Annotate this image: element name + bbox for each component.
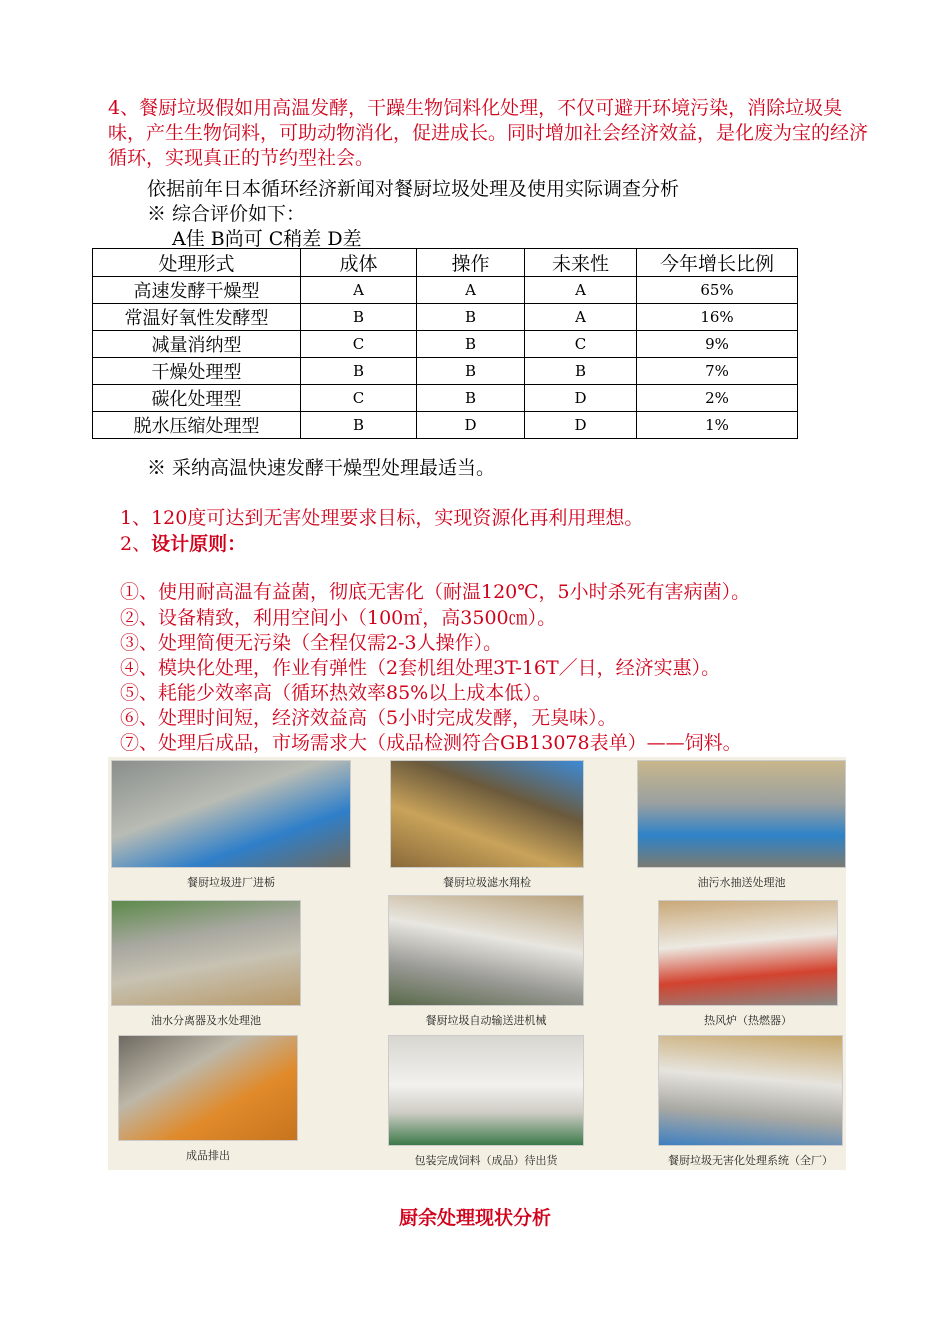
photo-image <box>111 760 351 868</box>
principle-item: ③、处理简便无污染（全程仅需2-3人操作）。 <box>120 632 503 654</box>
photo-tile <box>390 760 584 892</box>
photo-tile <box>111 900 301 1030</box>
table-cell: A <box>417 277 525 304</box>
table-header: 今年增长比例 <box>637 249 798 277</box>
table-row <box>93 331 798 358</box>
table-cell: 碳化处理型 <box>93 385 301 412</box>
table-row <box>93 304 798 331</box>
table-cell: A <box>525 304 637 331</box>
table-header: 未来性 <box>525 249 637 277</box>
photo-caption: 热风炉（热燃器） <box>704 1014 792 1027</box>
table-cell: D <box>525 385 637 412</box>
photo-image <box>390 760 584 868</box>
point-2 <box>120 532 246 556</box>
table-cell: D <box>525 412 637 439</box>
photo-tile <box>118 1035 298 1165</box>
photo-tile <box>658 1035 843 1170</box>
table-header: 处理形式 <box>93 249 301 277</box>
table-cell: 9% <box>637 331 798 358</box>
principle-item: ⑥、处理时间短，经济效益高（5小时完成发酵，无臭味）。 <box>120 707 617 729</box>
photo-tile <box>637 760 846 892</box>
table-cell: B <box>417 385 525 412</box>
table-cell: 脱水压缩处理型 <box>93 412 301 439</box>
table-header-row <box>93 249 798 277</box>
photo-caption: 油水分离器及水处理池 <box>151 1014 261 1027</box>
principle-item: ②、设备精致，利用空间小（100㎡，高3500㎝）。 <box>120 607 557 629</box>
table-cell: 65% <box>637 277 798 304</box>
evaluation-title: ※ 综合评价如下： <box>147 203 306 225</box>
point-2-number: 2、 <box>120 533 152 555</box>
table-cell: 减量消纳型 <box>93 331 301 358</box>
photo-image <box>658 900 838 1006</box>
table-cell: A <box>301 277 417 304</box>
table-cell: B <box>417 304 525 331</box>
table-cell: D <box>417 412 525 439</box>
photo-image <box>388 1035 584 1146</box>
principle-item: ①、使用耐高温有益菌，彻底无害化（耐温120℃，5小时杀死有害病菌）。 <box>120 581 751 603</box>
table-row <box>93 277 798 304</box>
table-cell: B <box>301 412 417 439</box>
photo-tile <box>388 895 584 1030</box>
photo-image <box>637 760 846 868</box>
photo-image <box>388 895 584 1006</box>
section-title: 厨余处理现状分析 <box>398 1207 551 1229</box>
table-row <box>93 385 798 412</box>
point-2-title: 设计原则： <box>151 533 247 555</box>
conclusion-text: ※ 采纳高温快速发酵干燥型处理最适当。 <box>147 457 496 479</box>
photo-caption: 油污水抽送处理池 <box>697 876 786 889</box>
table-cell: C <box>525 331 637 358</box>
intro-text: 依据前年日本循环经济新闻对餐厨垃圾处理及使用实际调查分析 <box>147 178 680 200</box>
table-cell: B <box>301 358 417 385</box>
table-header: 操作 <box>417 249 525 277</box>
table-row <box>93 358 798 385</box>
photo-caption: 包装完成饲料（成品）待出货 <box>414 1154 558 1167</box>
photo-image <box>118 1035 298 1141</box>
photo-tile <box>111 760 351 892</box>
table-cell: B <box>301 304 417 331</box>
table-cell: 干燥处理型 <box>93 358 301 385</box>
table-cell: C <box>301 385 417 412</box>
photo-caption: 成品排出 <box>186 1149 230 1162</box>
table-cell: 2% <box>637 385 798 412</box>
principle-item: ⑤、耗能少效率高（循环热效率85%以上成本低）。 <box>120 682 552 704</box>
table-cell: B <box>417 358 525 385</box>
table-cell: 高速发酵干燥型 <box>93 277 301 304</box>
photo-tile <box>388 1035 584 1170</box>
table-cell: A <box>525 277 637 304</box>
photo-caption: 餐厨垃圾进厂进栃 <box>187 876 275 889</box>
table-cell: C <box>301 331 417 358</box>
table-cell: 常温好氧性发酵型 <box>93 304 301 331</box>
table-cell: 1% <box>637 412 798 439</box>
rating-legend: A佳 B尚可 C稍差 D差 <box>172 228 362 250</box>
photo-collage <box>108 757 846 1170</box>
point-1: 1、120度可达到无害处理要求目标，实现资源化再利用理想。 <box>120 507 644 529</box>
table-cell: B <box>417 331 525 358</box>
principle-item: ⑦、处理后成品，市场需求大（成品检测符合GB13078表单）——饲料。 <box>120 732 742 754</box>
table-header: 成体 <box>301 249 417 277</box>
table-cell: B <box>525 358 637 385</box>
paragraph-4: 4、餐厨垃圾假如用高温发酵，干躁生物饲料化处理，不仅可避开环境污染，消除垃圾臭味，产生生物饲料，可助动物消化，促进成长。同时增加社会经济效益，是化废为宝的经济循环，实现真正的节约型社会。 <box>108 97 869 169</box>
principle-item: ④、模块化处理，作业有弹性（2套机组处理3T-16T／日，经济实惠）。 <box>120 657 721 679</box>
photo-image <box>111 900 301 1006</box>
photo-caption: 餐厨垃圾无害化处理系统（全厂） <box>668 1154 833 1167</box>
photo-caption: 餐厨垃圾滤水翔检 <box>443 876 531 889</box>
photo-image <box>658 1035 843 1146</box>
table-cell: 7% <box>637 358 798 385</box>
table-row <box>93 412 798 439</box>
photo-tile <box>658 900 838 1030</box>
table-cell: 16% <box>637 304 798 331</box>
evaluation-table <box>92 248 798 439</box>
photo-caption: 餐厨垃圾自动输送进机械 <box>425 1014 547 1027</box>
